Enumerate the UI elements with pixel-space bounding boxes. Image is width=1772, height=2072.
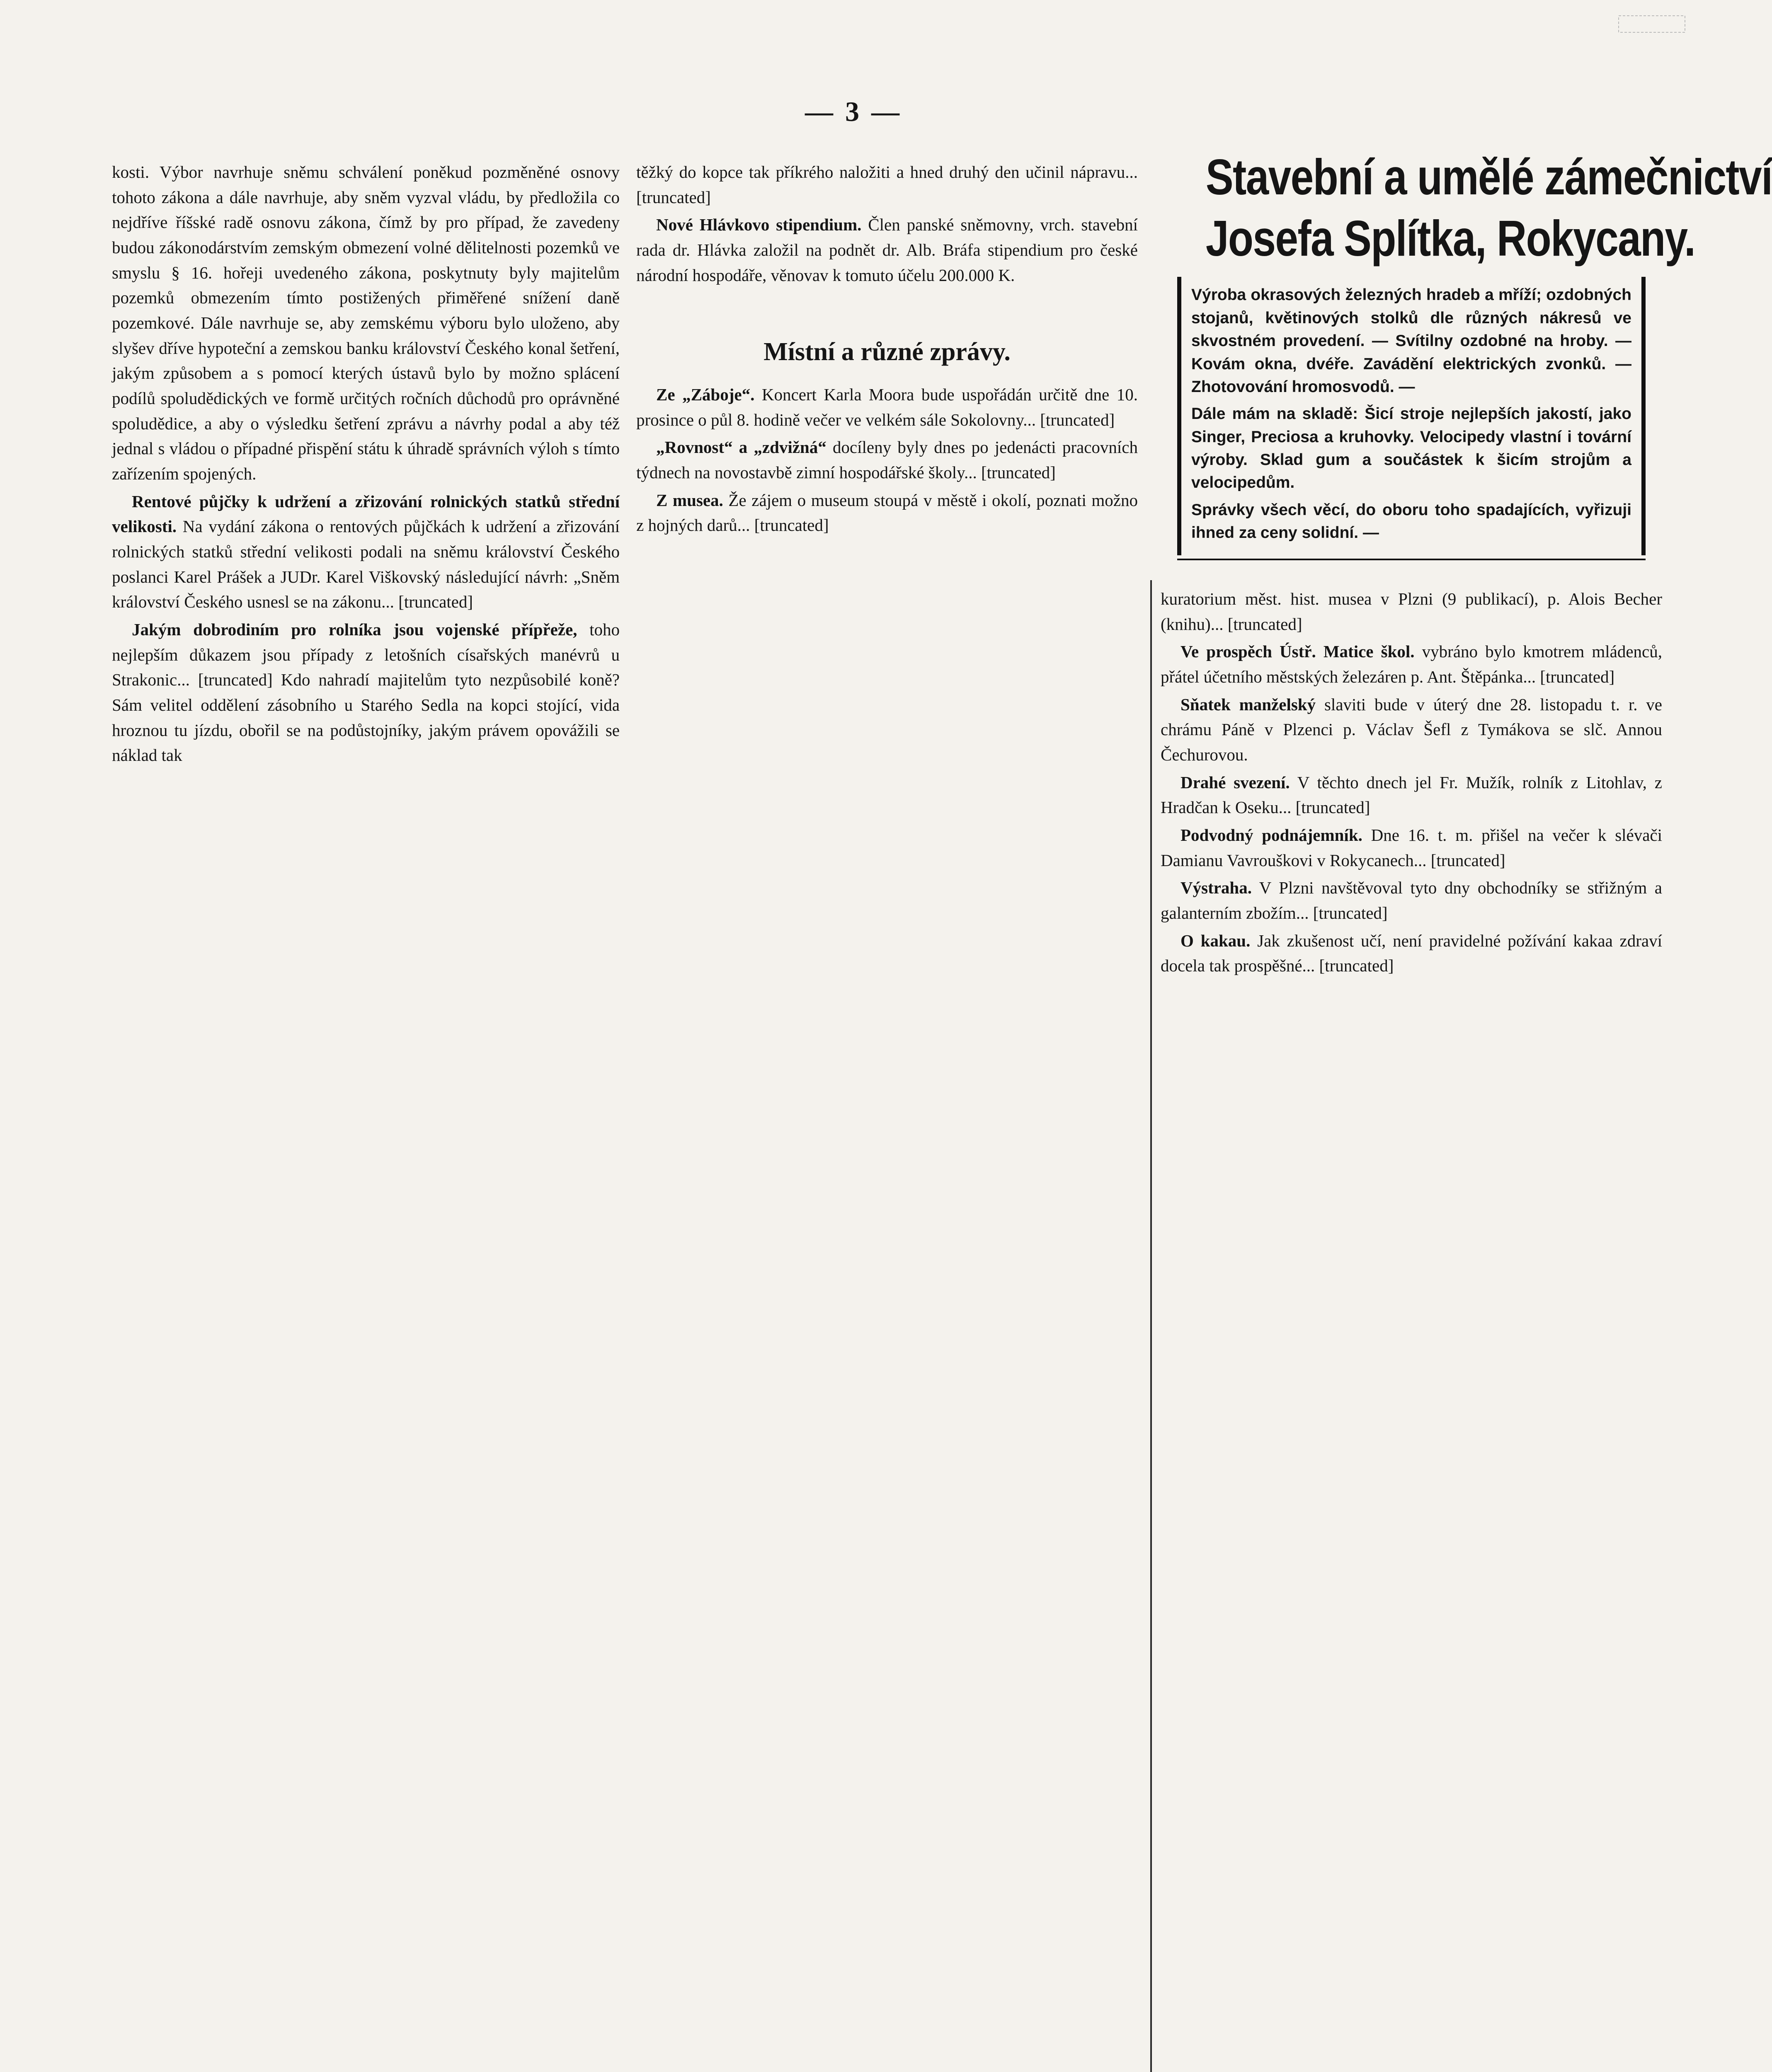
ad-text: Výroba okrasových železných hradeb a mříží; ozdobných stojanů, květinových stolků dle různých nákresů ve skvostném provedení. — Svítilny ozdobné na hroby. — Kovám okna, dvéře. Zavádění elektrických zvonků. — Zhotovování hromosvodů. —	[1191, 286, 1631, 396]
article-paragraph	[1161, 639, 1662, 689]
article-title: O kakau.	[1181, 931, 1251, 950]
article-text: Na vydání zákona o rentových půjčkách k udržení a zřizování rolnických statků střední velikosti podali na sněmu království Českého poslanci Karel Prášek a JUDr. Karel Viškovský následující návrh: „Sněm království Českého usnesl se na zákonu... [truncated]	[112, 517, 620, 612]
ad-title: Stavební a umělé zámečnictví	[1205, 149, 1772, 205]
article-paragraph	[636, 212, 1138, 288]
article-text: slaviti bude v úterý dne 28. listopadu t. r. ve chrámu Páně v Plzenci p. Václav Šefl z Tymákova se slč. Annou Čechurovou.	[1161, 695, 1663, 765]
article-title: Z musea.	[656, 490, 723, 510]
article-text: V těchto dnech jel Fr. Mužík, rolník z Litohlav, z Hradčan k Oseku... [truncated]	[1161, 772, 1662, 817]
article-paragraph	[112, 617, 620, 768]
article-text: V Plzni navštěvoval tyto dny obchodníky se střižným a galanterním zbožím... [truncated]	[1161, 878, 1662, 923]
article-title: Jakým dobrodiním pro rolníka jsou vojenské přípřeže,	[132, 620, 577, 639]
ad-body	[1177, 277, 1646, 555]
article-text: docíleny byly dnes po jedenácti pracovních týdnech na novostavbě zimní hospodářské školy... [truncated]	[636, 438, 1138, 482]
article-text: Kdo nahradí majitelům tyto nezpůsobilé koně? Sám velitel oddělení zásobního u Starého Sedla na kopci stojící, vida hroznou tu jízdu, obořil se na podůstojníky, jakým právem opovážili se náklad tak	[112, 670, 620, 765]
article-title: Rentové půjčky k udržení a zřizování rolnických statků střední velikosti.	[112, 491, 620, 536]
article-title: Výstraha.	[1181, 878, 1252, 898]
article-paragraph	[1161, 770, 1662, 820]
article-paragraph	[1161, 692, 1662, 767]
article-title: „Rovnost“ a „zdvižná“	[656, 438, 827, 457]
section-heading: Místní a různé zprávy.	[764, 338, 1011, 366]
article-text: Že zájem o museum stoupá v městě i okolí, poznati možno z hojných darů... [truncated]	[636, 490, 1138, 535]
article-paragraph	[636, 435, 1138, 485]
article-title: Sňatek manželský	[1181, 695, 1316, 714]
ad-text: Správky všech věcí, do oboru toho spadajících, vyřizuji ihned za ceny solidní. —	[1191, 501, 1631, 542]
column-3	[1161, 586, 1662, 981]
article-paragraph: kosti. Výbor navrhuje sněmu schválení poněkud pozměněné osnovy tohoto zákona a dále navrhuje, aby sněm vyzval vládu, by předložila co nejdříve říšské radě osnovu zákona, čímž by pro případ, že zavedeny budou zákonodárstvím zemským obmezení volné dělitelnosti pozemků ve smyslu § 16. hořeji uvedeného zákona, poskytnuty byly majitelům pozemků obmezením tímto postižených přiměřené snížení daně pozemkové. Dále navrhuje se, aby zemskému výboru bylo uloženo, aby slyšev dříve hypoteční a zemskou banku království Českého konal šetření, jakým způsobem a s pomocí kterých ústavů bylo by možno splácení podílů spoludědických ve formě určitých ročních důchodů pro oprávněné spoludědice, a aby o výsledku šetření zprávu a návrhy podal a aby též jednal s vládou o případné přispění státu k úhradě správních výloh s tímto zařízením spojených.	[112, 162, 620, 484]
article-text: vybráno bylo kmotrem mládenců, přátel účetního městských železáren p. Ant. Štěpánka... [truncated]	[1161, 642, 1662, 687]
article-text: Člen panské sněmovny, vrch. stavební rada dr. Hlávka založil na podnět dr. Alb. Bráfa stipendium pro české národní hospodáře, věnovav k tomuto účelu 200.000 K.	[636, 215, 1138, 285]
article-paragraph	[636, 382, 1138, 432]
article-paragraph	[1161, 928, 1662, 978]
article-paragraph	[1161, 875, 1662, 925]
article-title: Ve prospěch Ústř. Matice škol.	[1181, 642, 1415, 661]
page-number: — 3 —	[805, 96, 902, 127]
article-title: Ze „Záboje“.	[656, 385, 755, 404]
corner-decoration	[1617, 12, 1687, 37]
article-text: Jak zkušenost učí, není pravidelné požívání kakaa zdraví docela tak prospěšné... [truncated]	[1161, 931, 1662, 975]
ad-subtitle: Josefa Splítka, Rokycany.	[1205, 210, 1695, 267]
article-title: Podvodný podnájemník.	[1181, 825, 1362, 845]
article-title: Drahé svezení.	[1181, 772, 1290, 792]
article-text: toho nejlepším důkazem jsou případy z letošních císařských manévrů u Strakonic... [truncated]	[112, 620, 620, 690]
article-paragraph	[636, 488, 1138, 538]
column-2	[636, 160, 1138, 540]
article-text: Koncert Karla Moora bude uspořádán určitě dne 10. prosince o půl 8. hodině večer ve velkém sále Sokolovny... [truncated]	[636, 385, 1138, 429]
article-paragraph	[112, 489, 620, 615]
article-paragraph	[1161, 823, 1662, 873]
column-1	[112, 160, 620, 770]
ad-divider	[1177, 559, 1646, 560]
column-divider	[1150, 580, 1152, 2072]
article-title: Nové Hlávkovo stipendium.	[656, 215, 862, 235]
article-paragraph: kuratorium měst. hist. musea v Plzni (9 publikací), p. Alois Becher (knihu)... [truncated]	[1161, 589, 1662, 634]
article-text: Dne 16. t. m. přišel na večer k slévači Damianu Vavrouškovi v Rokycanech... [truncated]	[1161, 825, 1663, 870]
article-paragraph: těžký do kopce tak příkrého naložiti a hned druhý den učinil nápravu... [truncated]	[636, 162, 1138, 207]
splitek-advertisement	[1161, 149, 1772, 584]
ad-text: Dále mám na skladě: Šicí stroje nejlepších jakostí, jako Singer, Preciosa a kruhovky. Velocipedy vlastní i tovární výroby. Sklad gum a součástek k šicím strojům a velocipedům.	[1191, 405, 1631, 492]
